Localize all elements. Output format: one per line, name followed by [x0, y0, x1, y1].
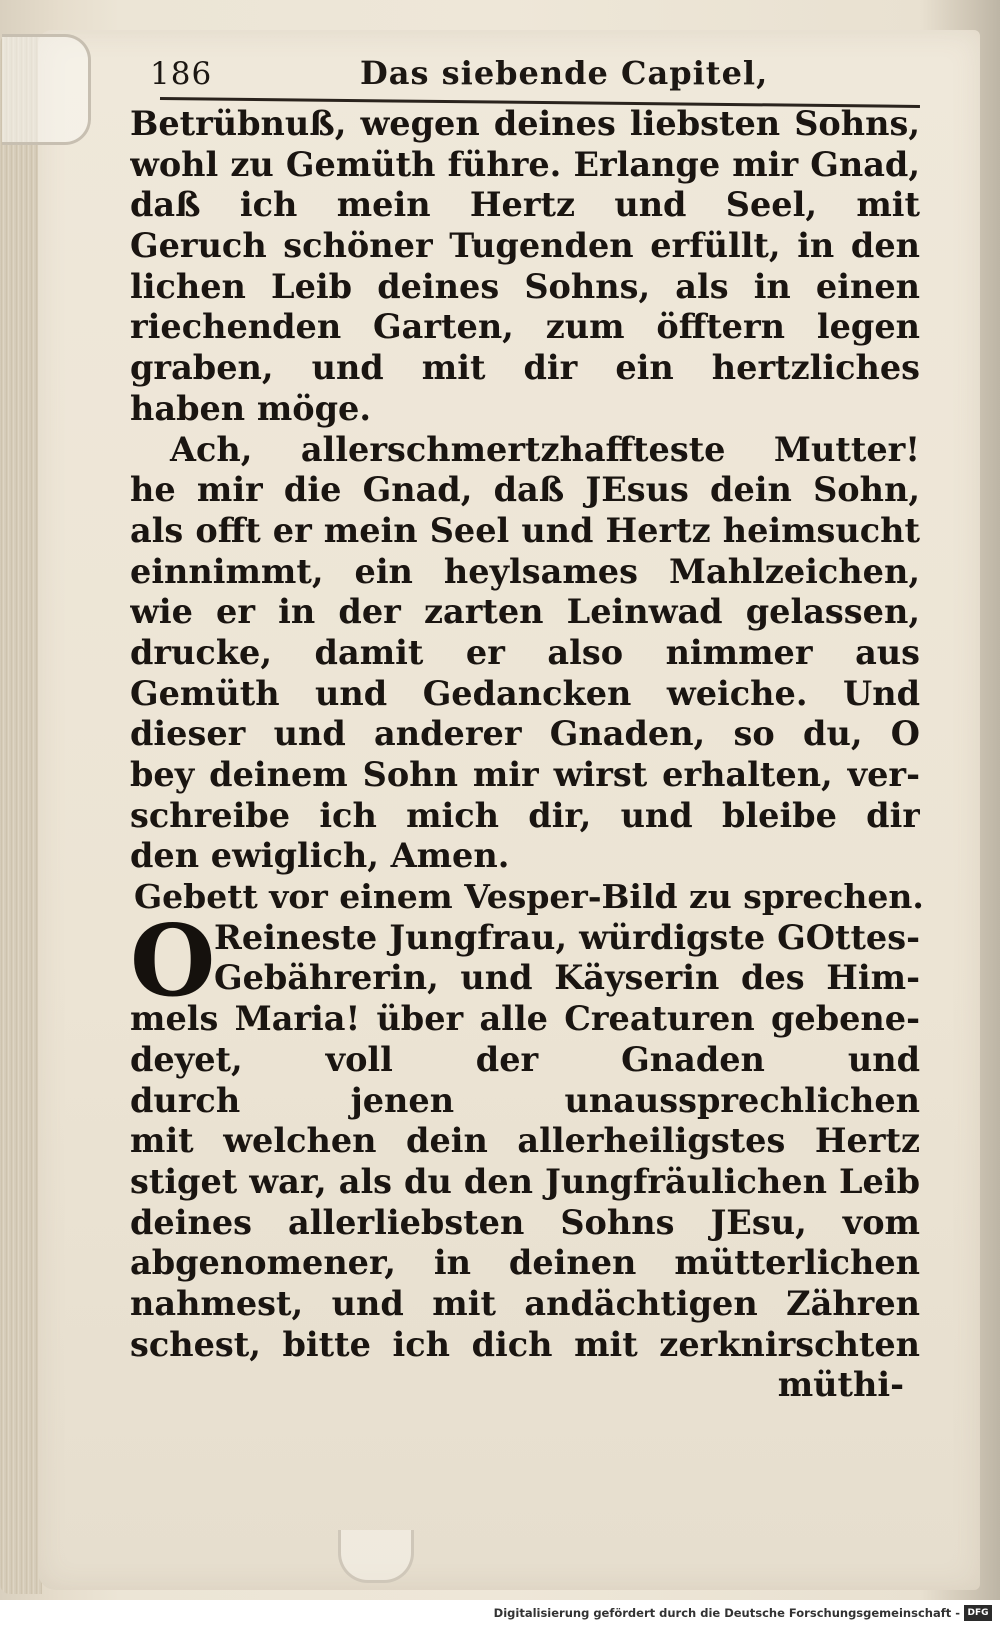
prayer-paragraph	[130, 903, 920, 1406]
running-head	[150, 50, 910, 94]
page-edges	[0, 34, 42, 1594]
text-line: graben, und mit dir ein hertzliches	[130, 348, 920, 388]
text-line: schreibe ich mich dir, und bleibe dir	[130, 795, 920, 835]
text-line: wie er in der zarten Leinwad gelassen,	[130, 592, 920, 632]
text-line: bey deinem Sohn mir wirst erhalten, ver-	[130, 755, 920, 794]
text-line: schest, bitte ich dich mit zerknirschten	[130, 1324, 920, 1364]
section-heading: Gebett vor einem Vesper-Bild zu sprechen.	[134, 877, 924, 917]
text-line: Geruch schöner Tugenden erfüllt, in den	[130, 226, 920, 266]
page-clip-bottom	[338, 1530, 414, 1583]
text-line: dieser und anderer Gnaden, so du, O	[130, 714, 920, 754]
text-line: drucke, damit er also nimmer aus	[130, 632, 920, 672]
text-line: lichen Leib deines Sohns, als in einen	[130, 266, 920, 306]
chapter-title: Das siebende Capitel,	[360, 54, 769, 92]
paragraph-2	[130, 430, 920, 878]
text-line: daß ich mein Hertz und Seel, mit	[130, 185, 920, 225]
catchword: müthi-	[777, 1365, 904, 1405]
page-number: 186	[150, 56, 213, 92]
drop-cap: O	[130, 903, 216, 1019]
body-text	[130, 104, 924, 1406]
text-line: als offt er mein Seel und Hertz heimsucht	[130, 510, 920, 550]
footer-credit: Digitalisierung gefördert durch die Deutsche Forschungsgemeinschaft -	[493, 1606, 960, 1620]
text-line: einnimmt, ein heylsames Mahlzeichen,	[130, 551, 920, 591]
text-line: wohl zu Gemüth führe. Erlange mir Gnad,	[130, 144, 920, 184]
text-line: durch jenen unaussprechlichen	[130, 1080, 920, 1120]
text-line: den ewiglich, Amen.	[130, 836, 510, 876]
digitization-footer	[0, 1600, 1000, 1629]
text-line: deyet, voll der Gnaden und	[130, 1039, 920, 1079]
text-line: Reineste Jungfrau, würdigste GOttes-	[214, 917, 920, 957]
text-line: he mir die Gnad, daß JEsus dein Sohn,	[130, 470, 920, 510]
text-line: mit welchen dein allerheiligstes Hertz	[130, 1121, 920, 1161]
text-line: abgenomener, in deinen mütterlichen	[130, 1243, 920, 1283]
text-line: haben möge.	[130, 388, 372, 428]
dfg-logo-icon: DFG	[964, 1605, 992, 1621]
text-line: Ach, allerschmertzhaffteste Mutter!	[170, 429, 920, 469]
text-line: deines allerliebsten Sohns JEsu, vom	[130, 1202, 920, 1242]
text-line: Gemüth und Gedancken weiche. Und	[130, 673, 920, 713]
text-line: stiget war, als du den Jungfräulichen Leib	[130, 1161, 920, 1201]
text-line: nahmest, und mit andächtigen Zähren	[130, 1283, 920, 1323]
text-line: Betrübnuß, wegen deines liebsten Sohns,	[130, 104, 920, 143]
page-clip	[2, 34, 91, 145]
text-line: riechenden Garten, zum öfftern legen	[130, 307, 920, 347]
text-line: mels Maria! über alle Creaturen gebene-	[130, 999, 920, 1039]
text-line: Gebährerin, und Käyserin des Him-	[214, 958, 920, 998]
paragraph-1	[130, 104, 920, 430]
